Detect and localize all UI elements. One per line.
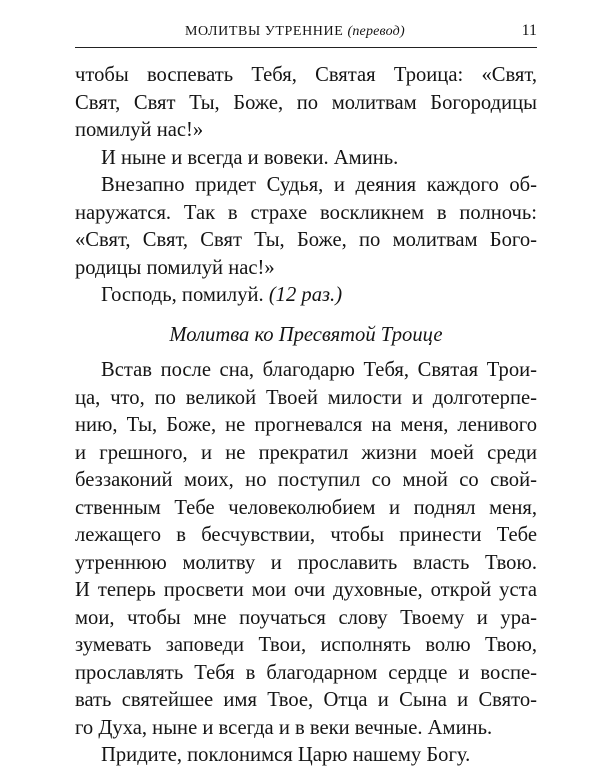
running-title-subtitle: (перевод) (347, 24, 405, 39)
text-line: нию, Ты, Боже, не прогневался на меня, ленивого (75, 414, 537, 436)
paragraph-amen (75, 145, 537, 173)
repeat-note: (12 раз.) (268, 284, 343, 306)
text-line: беззаконий моих, но поступил со мной со свой- (75, 469, 537, 491)
text-line: вать святейшее имя Твое, Отца и Сына и Свято- (75, 689, 537, 711)
running-title (185, 24, 405, 40)
text-line: Свят, Свят Ты, Боже, по молитвам Богородицы (75, 91, 537, 114)
text-line: помилуй нас!» (75, 119, 204, 141)
text-line: чтобы воспевать Тебя, Святая Троица: «Свят, (75, 64, 537, 86)
paragraph-continuation (75, 62, 537, 145)
text-line: ственным Тебе человеколюбием и поднял меня, (75, 496, 537, 519)
text-line: Внезапно придет Судья, и деяния каждого об- (101, 174, 537, 196)
text-line: зумевать заповеди Твои, исполнять волю Твою, (75, 634, 537, 656)
text-line: прославлять Тебя в благодарном сердце и воспе- (75, 661, 537, 684)
text-line: Придите, поклонимся Царю нашему Богу. (101, 744, 471, 766)
text-line: лежащего в бесчувствии, чтобы принести Тебе (75, 524, 537, 546)
page-number: 11 (521, 22, 537, 39)
text-line: и грешного, и не прекратил жизни моей среди (75, 441, 537, 464)
text-line: Встав после сна, благодарю Тебя, Святая Трои- (101, 359, 537, 381)
running-header (75, 22, 537, 46)
text-line: «Свят, Свят, Свят Ты, Боже, по молитвам Бого- (75, 229, 537, 251)
text-line: утреннюю молитву и прославить власть Твою. (75, 551, 537, 574)
paragraph-judge (75, 172, 537, 282)
text-line: И теперь просвети мои очи духовные, открой уста (75, 579, 537, 601)
paragraph-prayer (75, 357, 537, 742)
header-rule (75, 47, 537, 48)
running-title-main: МОЛИТВЫ УТРЕННИЕ (185, 24, 344, 39)
text-line: го Духа, ныне и всегда и в веки вечные. Аминь. (75, 716, 493, 739)
text-line: И ныне и всегда и вовеки. Аминь. (101, 146, 399, 169)
text-line: ца, что, по великой Твоей милости и долготерпе- (75, 386, 537, 409)
text-line: наружатся. Так в страхе воскликнем в полночь: (75, 201, 537, 224)
paragraph-lord-have-mercy (75, 282, 537, 310)
section-heading: Молитва ко Пресвятой Троице (169, 323, 443, 346)
paragraph-come-worship (75, 742, 537, 770)
text-line (75, 282, 537, 310)
lord-have-mercy-text: Господь, помилуй. (101, 284, 264, 306)
text-line: родицы помилуй нас!» (75, 256, 275, 279)
body-text (75, 62, 537, 770)
text-line: мои, чтобы мне поучаться слову Твоему и ура- (75, 606, 537, 629)
